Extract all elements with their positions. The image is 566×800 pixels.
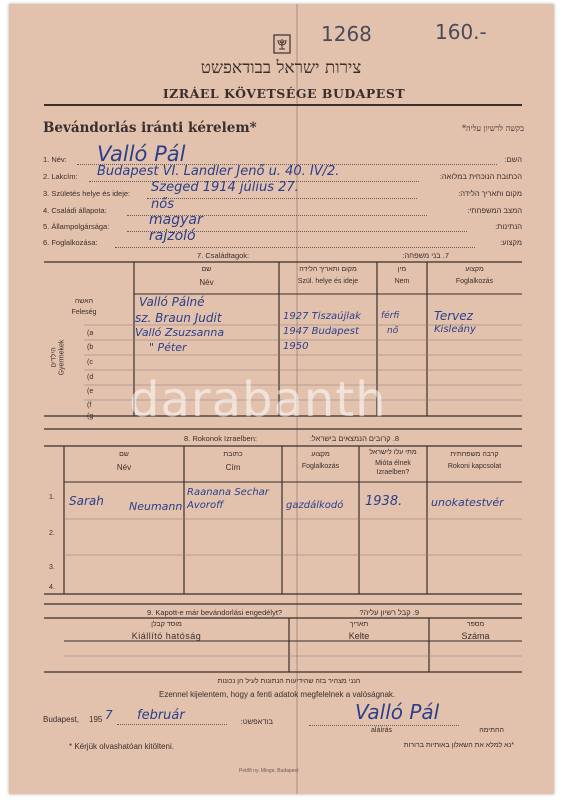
watermark: darabanth [129, 372, 387, 428]
permit-section-title: 9. Kapott-e már bevándorlási engedélyt? [147, 608, 283, 617]
field-label-name: 1. Név: [43, 155, 67, 164]
family-row-4-birth: 1950 [283, 341, 309, 352]
rel-col-relation: Rokoni kapcsolat [447, 463, 502, 470]
family-col-name: Név [199, 278, 214, 287]
field-label-marital: 4. Családi állapota: [43, 206, 107, 215]
rel-row-number-1: 1. [49, 494, 55, 501]
row-letter-c: (c [87, 359, 93, 366]
rel-col-name-hebrew: שם [119, 451, 129, 458]
rel-entry-address: Raanana Sechar Avoroff [187, 487, 269, 511]
field-value-marital: nős [151, 197, 174, 212]
field-label-citizenship: 5. Állampolgársága: [43, 222, 110, 231]
year-digit: 7 [105, 708, 113, 722]
family-col-birth-hebrew: מקום ותאריך הלידה [299, 266, 357, 273]
field-hebrew-birth: מקום ותאריך הלידה: [458, 189, 522, 198]
family-row-3-job: Kisleány [434, 324, 476, 335]
row-letter-a: (a [87, 330, 94, 337]
family-row-2-birth-a: 1927 Tiszaújlak [283, 311, 361, 322]
wife-label-hebrew: האשה [74, 298, 94, 305]
wife-label: Feleség [71, 309, 97, 316]
rel-col-name: Név [116, 463, 132, 472]
place-label: Budapest, [43, 715, 80, 724]
footnote-hebrew: *נא למלא את השאלון באותיות ברורות [403, 742, 514, 749]
field-value-birth: Szeged 1914 július 27. [151, 180, 299, 195]
permit-section-hebrew: 9. קבל רשיון עליה? [359, 608, 419, 617]
children-label-hebrew: הילדים [50, 347, 58, 368]
rel-col-job: Foglalkozás [301, 463, 340, 470]
row-letter-b: (b [87, 344, 94, 351]
row-letter-f: (f [87, 402, 92, 409]
rel-entry-first-name: Sarah [69, 494, 104, 508]
permit-col-number: Száma [461, 631, 490, 641]
family-row-1-name: Valló Pálné [139, 295, 205, 309]
printer-imprint: Petőfi ny. Minge, Budapest [239, 768, 299, 774]
row-letter-e: (e [87, 388, 94, 395]
family-col-job: Foglalkozás [455, 278, 494, 285]
signature: Valló Pál [355, 700, 440, 724]
rel-row-number-3: 3. [49, 564, 55, 571]
field-value-address: Budapest VI. Landler Jenő u. 40. IV/2. [97, 164, 340, 179]
row-letter-g: (g [87, 413, 94, 420]
family-col-job-hebrew: מקצוע [465, 266, 484, 273]
rel-col-since-hebrew: מתי עלו לישראל [369, 449, 417, 456]
year-prefix: 195 [89, 715, 103, 724]
family-col-sex: Nem [394, 278, 410, 285]
rel-row-number-4: 4. [49, 584, 55, 591]
rel-entry-job: gazdálkodó [286, 500, 344, 511]
permit-col-date: Kelte [348, 631, 370, 641]
field-label-address: 2. Lakcím: [43, 172, 78, 181]
family-row-2-name: sz. Braun Judit [135, 311, 222, 325]
place-hebrew: בודאפשט: [240, 717, 273, 726]
family-section-title: 7. Családtagok: [197, 251, 250, 260]
relatives-section-hebrew: 8. קרובים הנמצאים בישראל: [309, 434, 399, 443]
pencil-note-price: 160.- [435, 20, 487, 44]
family-row-2-job: Tervez [434, 309, 473, 323]
family-col-sex-hebrew: מין [397, 266, 407, 273]
field-label-birth: 3. Születés helye és ideje: [43, 189, 131, 198]
family-row-3-sex: nő [387, 326, 399, 336]
rel-entry-relation: unokatestvér [431, 496, 504, 509]
relatives-section-title: 8. Rokonok Izraelben: [184, 434, 257, 443]
family-row-3-name: Valló Zsuzsanna [135, 326, 225, 339]
field-label-occupation: 6. Foglalkozása: [43, 238, 98, 247]
family-section-hebrew: 7. בני משפחה: [402, 251, 449, 260]
family-row-3-birth: 1947 Budapest [283, 326, 359, 337]
pencil-note-number: 1268 [321, 22, 372, 46]
field-hebrew-occupation: מקצוע: [500, 238, 522, 247]
hebrew-title: צירות ישראל בבודאפשט [200, 58, 362, 78]
family-row-2-sex: férfi [381, 311, 400, 321]
field-value-name: Valló Pál [97, 142, 186, 166]
footnote: * Kérjük olvashatóan kitölteni. [69, 742, 174, 751]
declaration-text: Ezennel kijelentem, hogy a fenti adatok megfelelnek a valóságnak. [159, 690, 396, 699]
family-col-birth: Szül. helye és ideje [297, 278, 359, 285]
rel-col-job-hebrew: מקצוע [311, 451, 330, 458]
family-row-4-name: " Péter [149, 341, 187, 354]
field-hebrew-address: הכתובת הנוכחית במלואה: [439, 172, 522, 181]
rel-col-relation-hebrew: קרבה משפחתית [450, 451, 499, 458]
permit-col-authority-hebrew: מוסד קבלן [151, 621, 182, 628]
form-title: Bevándorlás iránti kérelem* [43, 120, 257, 136]
field-value-occupation: rajzoló [149, 228, 196, 244]
permit-col-authority: Kiállító hatóság [131, 631, 202, 641]
rel-entry-since: 1938. [365, 494, 403, 509]
rel-col-since: Mióta élnek Izraelben? [375, 460, 411, 476]
permit-col-number-hebrew: מספר [466, 621, 485, 628]
field-value-citizenship: magyar [149, 212, 203, 228]
family-col-name-hebrew: שם [201, 266, 212, 273]
children-label: Gyermekek [58, 339, 66, 376]
row-letter-d: (d [87, 374, 94, 381]
field-hebrew-citizenship: הנתינות: [495, 222, 522, 231]
rel-entry-last-name: Neumann [129, 500, 183, 513]
rel-col-address: Cím [225, 463, 241, 472]
rel-col-address-hebrew: כתובת [223, 451, 243, 458]
form-title-hebrew: בקשה לרשיון עליה* [462, 124, 524, 133]
signature-label: aláírás [371, 727, 393, 734]
declaration-hebrew: הנני מצהיר בזה שהידיעות הנתונות לעיל הן נכונות [217, 678, 361, 685]
permit-col-date-hebrew: תאריך [349, 621, 369, 628]
field-hebrew-name: השם: [504, 155, 522, 164]
rel-row-number-2: 2. [49, 530, 55, 537]
document-sheet [9, 4, 554, 794]
signature-hebrew: החתימה [479, 727, 504, 734]
embassy-title: IZRÁEL KÖVETSÉGE BUDAPEST [162, 86, 406, 101]
date-month: február [137, 708, 185, 723]
field-hebrew-marital: המצב המשפחתי: [467, 206, 522, 215]
